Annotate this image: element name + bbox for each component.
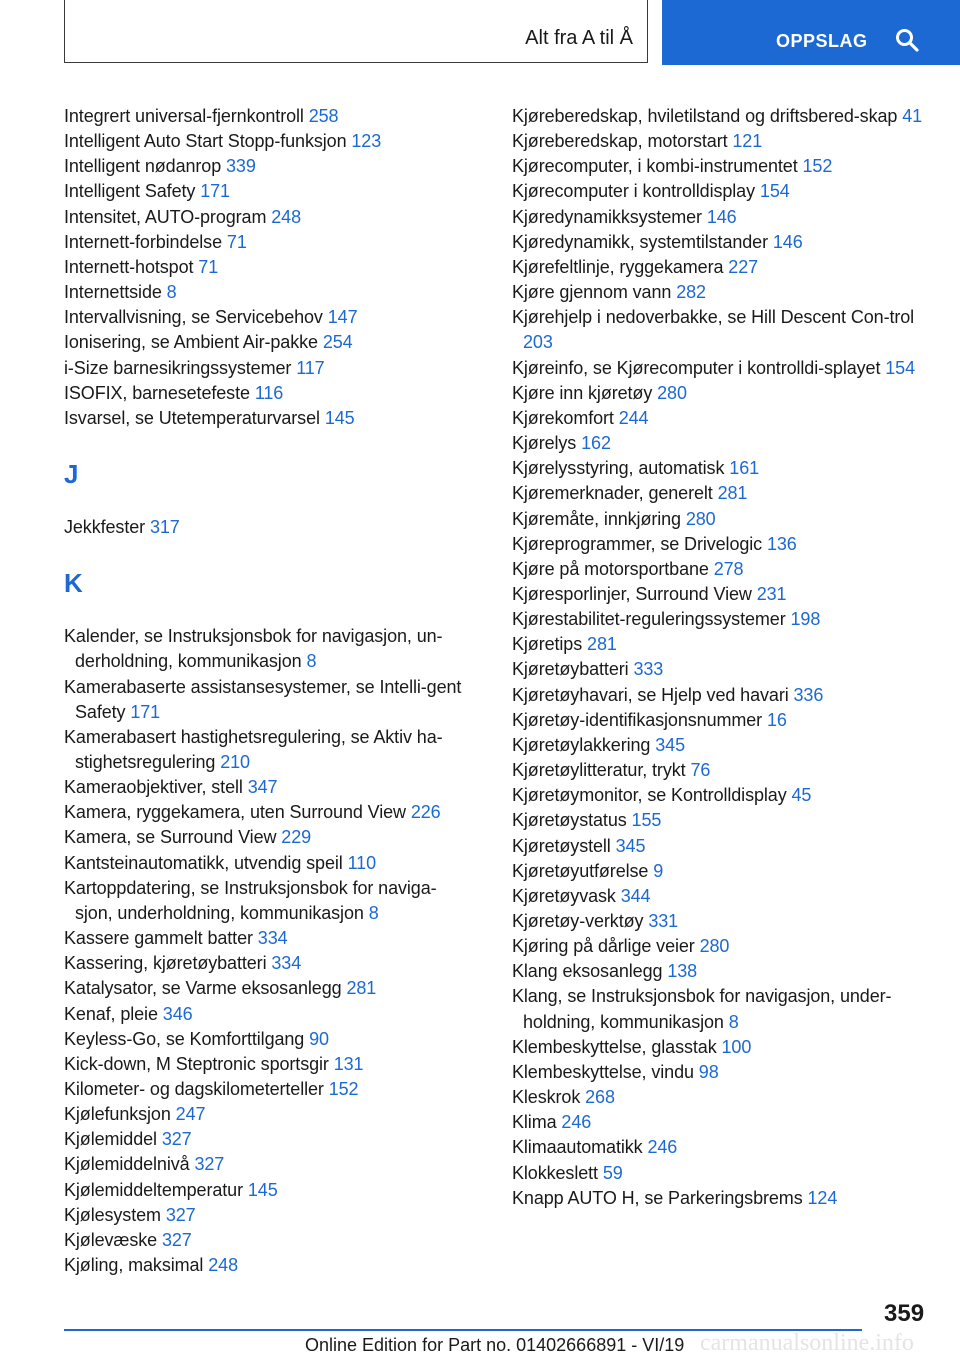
index-page-link[interactable]: 226	[410, 802, 441, 823]
index-entry-term: Kjølemiddel	[64, 1129, 157, 1150]
index-entry-term: Kartoppdatering, se Instruksjonsbok for naviga-sjon, underholdning, kommunikasjon	[64, 877, 437, 923]
index-page-link[interactable]: 131	[333, 1053, 364, 1074]
index-page-link[interactable]: 45	[791, 785, 812, 806]
index-entry-term: i-Size barnesikringssystemer	[64, 357, 292, 378]
index-page-link[interactable]: 258	[308, 106, 339, 126]
index-entry-term: Klima	[512, 1112, 557, 1133]
index-entry	[512, 481, 932, 506]
index-entry	[512, 179, 932, 204]
index-entry-term: Kamerabasert hastighetsregulering, se Aktiv ha-stighetsregulering	[64, 726, 443, 772]
index-entry	[64, 230, 474, 255]
section-tab[interactable]	[64, 0, 648, 63]
index-entry-term: Kjørestabilitet-reguleringssystemer	[512, 609, 786, 630]
index-entry	[512, 1186, 932, 1211]
index-page-link[interactable]: 203	[523, 332, 553, 353]
index-entry	[512, 683, 932, 708]
index-page-link[interactable]: 280	[657, 382, 687, 403]
index-entry	[64, 1178, 474, 1203]
index-page-link[interactable]: 136	[766, 533, 797, 554]
index-page-link[interactable]: 281	[717, 483, 748, 504]
index-entry	[64, 104, 474, 129]
index-entry	[64, 1027, 474, 1052]
index-entry-term: Kjøredynamikk, systemtilstander	[512, 231, 768, 252]
index-entry-term: Intelligent nødanrop	[64, 156, 222, 177]
index-entry-term: Kjøre på motorsportbane	[512, 558, 709, 579]
index-entry-term: Integrert universal-fjernkontroll	[64, 106, 304, 126]
index-page-link[interactable]: 76	[690, 760, 711, 781]
index-entry-term: Kamerabaserte assistansesystemer, se Intelli-gent Safety	[64, 676, 462, 722]
index-entry-term: Kjøremerknader, generelt	[512, 483, 713, 504]
lookup-button[interactable]	[662, 0, 960, 65]
index-page-link[interactable]: 171	[200, 181, 230, 202]
index-entry	[64, 356, 474, 381]
index-entry	[64, 1127, 474, 1152]
index-page-link[interactable]: 281	[346, 978, 377, 999]
index-entry	[64, 1152, 474, 1177]
index-page-link[interactable]: 71	[198, 256, 219, 277]
index-entry-term: Jekkfester	[64, 517, 146, 538]
index-entry-term: Kjøretøymonitor, se Kontrolldisplay	[512, 785, 787, 806]
index-entry	[64, 800, 474, 825]
index-page-link[interactable]: 145	[247, 1179, 278, 1200]
index-entry-term: Kjøretøy-verktøy	[512, 911, 644, 931]
index-page-link[interactable]: 210	[220, 751, 250, 772]
index-page-link[interactable]: 98	[698, 1061, 719, 1082]
index-page-link[interactable]: 336	[793, 684, 824, 705]
index-entry-term: Kameraobjektiver, stell	[64, 777, 243, 798]
index-entry	[512, 230, 932, 255]
letter-spacer	[64, 431, 474, 461]
index-page-link[interactable]: 59	[602, 1162, 623, 1183]
index-entry	[64, 926, 474, 951]
index-entry	[64, 255, 474, 280]
index-entry	[64, 775, 474, 800]
index-page-link[interactable]: 327	[194, 1154, 225, 1175]
index-entry-term: Kjøre gjennom vann	[512, 282, 672, 303]
index-page-link[interactable]: 334	[257, 928, 288, 949]
index-page-link[interactable]: 8	[368, 902, 379, 923]
index-entry-term: Kjøremåte, innkjøring	[512, 508, 681, 529]
index-entry	[512, 255, 932, 280]
index-entry	[512, 1161, 932, 1186]
index-entry-term: Kjørekomfort	[512, 407, 614, 428]
index-entry	[512, 280, 932, 305]
index-entry	[64, 179, 474, 204]
letter-spacer	[64, 540, 474, 570]
index-entry	[512, 1135, 932, 1160]
index-entry	[512, 657, 932, 682]
index-entry	[512, 507, 932, 532]
index-entry	[512, 532, 932, 557]
index-page-link[interactable]: 71	[226, 231, 247, 252]
index-entry-term: Kjøreinfo, se Kjørecomputer i kontrolldi-splayet	[512, 357, 881, 378]
index-entry-term: Ionisering, se Ambient Air-pakke	[64, 332, 318, 353]
index-entry-term: Kjølefunksjon	[64, 1104, 171, 1125]
index-page-link[interactable]: 8	[728, 1011, 739, 1032]
index-page-link[interactable]: 146	[706, 206, 737, 227]
index-page-link[interactable]: 116	[254, 382, 284, 403]
index-page-link[interactable]: 280	[685, 508, 716, 529]
index-entry	[512, 104, 932, 129]
index-entry	[512, 456, 932, 481]
index-entry-term: Kjøretips	[512, 634, 583, 655]
index-page-link[interactable]: 247	[175, 1104, 206, 1125]
index-entry	[512, 708, 932, 733]
index-page-link[interactable]: 154	[885, 357, 915, 378]
index-entry	[512, 607, 932, 632]
index-entry-term: Kjørecomputer i kontrolldisplay	[512, 181, 755, 202]
index-page-link[interactable]: 248	[271, 206, 301, 227]
index-page-link[interactable]: 145	[324, 407, 355, 428]
index-entry	[512, 934, 932, 959]
index-entry-term: Isvarsel, se Utetemperaturvarsel	[64, 407, 320, 428]
index-entry	[64, 515, 474, 540]
index-entry-term: Kassering, kjøretøybatteri	[64, 953, 267, 974]
index-entry	[64, 129, 474, 154]
index-page-link[interactable]: 100	[721, 1036, 752, 1057]
index-page-link[interactable]: 110	[347, 852, 376, 873]
index-page-link[interactable]: 268	[585, 1087, 615, 1108]
index-entry-term: Kantsteinautomatikk, utvendig speil	[64, 852, 343, 873]
index-page-link[interactable]: 331	[648, 911, 679, 931]
index-entry	[64, 154, 474, 179]
lookup-label: OPPSLAG	[776, 31, 868, 51]
index-entry	[64, 951, 474, 976]
index-entry	[64, 851, 474, 876]
index-entry-term: Knapp AUTO H, se Parkeringsbrems	[512, 1187, 803, 1208]
index-entry	[512, 582, 932, 607]
index-entry-term: Kjølevæske	[64, 1229, 158, 1250]
index-entry-term: Kjøretøylakkering	[512, 734, 651, 755]
index-entry	[512, 305, 932, 355]
index-entry	[64, 675, 474, 725]
index-entry-term: Kjøretøylitteratur, trykt	[512, 760, 686, 781]
index-entry	[512, 1110, 932, 1135]
index-entry-term: Kjørelysstyring, automatisk	[512, 458, 725, 479]
index-entry-term: Kjørefeltlinje, ryggekamera	[512, 256, 724, 277]
index-page-link[interactable]: 333	[633, 659, 664, 680]
index-page-link[interactable]: 254	[322, 332, 353, 353]
index-entry	[512, 632, 932, 657]
index-page-link[interactable]: 121	[732, 131, 763, 152]
index-entry-term: Kjøretøy-identifikasjonsnummer	[512, 709, 763, 730]
index-entry-term: Kjøring på dårlige veier	[512, 936, 695, 957]
index-entry	[64, 1253, 474, 1278]
index-entry-term: Kjøretøyvask	[512, 885, 616, 906]
index-entry	[64, 876, 474, 926]
index-page-link[interactable]: 281	[587, 634, 617, 655]
watermark: carmanualsonline.info	[700, 1330, 914, 1356]
index-page-link[interactable]: 152	[328, 1079, 359, 1099]
index-entry-term: Kjøreberedskap, motorstart	[512, 131, 728, 152]
index-entry-term: Klang eksosanlegg	[512, 961, 663, 982]
index-entry	[64, 205, 474, 230]
index-page-link[interactable]: 8	[166, 282, 177, 303]
index-entry	[512, 129, 932, 154]
index-entry-term: Kjøresporlinjer, Surround View	[512, 583, 752, 604]
index-entry-term: Kalender, se Instruksjonsbok for navigasjon, un-derholdning, kommunikasjon	[64, 626, 443, 672]
index-page-link[interactable]: 317	[149, 517, 180, 538]
index-page-link[interactable]: 124	[807, 1187, 838, 1208]
index-page-link[interactable]: 278	[713, 558, 744, 579]
index-page-link[interactable]: 282	[676, 282, 706, 303]
index-letter-heading: J	[64, 459, 79, 490]
index-column-left	[64, 104, 474, 1278]
page-number: 359	[884, 1300, 925, 1327]
index-entry-term: Kick-down, M Steptronic sportsgir	[64, 1053, 329, 1074]
index-entry	[512, 783, 932, 808]
index-entry	[512, 1035, 932, 1060]
index-entry-term: Intensitet, AUTO-program	[64, 206, 267, 227]
index-entry-term: Kjøretøystell	[512, 835, 611, 856]
index-entry-term: Kjøreberedskap, hviletilstand og driftsbered-skap	[512, 106, 898, 126]
index-page-link[interactable]: 154	[759, 181, 790, 202]
index-page-link[interactable]: 16	[766, 709, 787, 730]
index-entry	[64, 1052, 474, 1077]
index-entry-term: Kjørelys	[512, 433, 577, 454]
index-page-link[interactable]: 8	[306, 651, 317, 672]
index-entry	[64, 1203, 474, 1228]
index-entry-term: Kamera, se Surround View	[64, 827, 277, 848]
index-entry-term: ISOFIX, barnesetefeste	[64, 382, 250, 403]
index-letter-heading: K	[64, 568, 83, 599]
index-entry	[512, 431, 932, 456]
index-entry	[512, 758, 932, 783]
index-page-link[interactable]: 345	[615, 835, 646, 856]
index-entry-term: Klang, se Instruksjonsbok for navigasjon, under-holdning, kommunikasjon	[512, 986, 892, 1032]
index-entry	[512, 557, 932, 582]
index-entry-term: Kjøretøybatteri	[512, 659, 629, 680]
index-entry-term: Kenaf, pleie	[64, 1003, 158, 1024]
index-page-link[interactable]: 161	[729, 458, 760, 479]
index-entry	[64, 381, 474, 406]
index-entry-term: Internett-hotspot	[64, 256, 194, 277]
index-page-link[interactable]: 229	[281, 827, 312, 848]
index-entry-term: Kjøretøyhavari, se Hjelp ved havari	[512, 684, 789, 705]
index-page-link[interactable]: 327	[165, 1204, 196, 1225]
index-entry	[64, 280, 474, 305]
index-entry-term: Kassere gammelt batter	[64, 928, 253, 949]
index-page-link[interactable]: 231	[756, 583, 787, 604]
index-entry	[512, 884, 932, 909]
index-entry-term: Intervallvisning, se Servicebehov	[64, 307, 323, 328]
index-entry-term: Kamera, ryggekamera, uten Surround View	[64, 802, 406, 823]
search-icon	[895, 28, 919, 52]
index-entry-term: Kjøredynamikksystemer	[512, 206, 702, 227]
index-entry-term: Intelligent Auto Start Stopp-funksjon	[64, 131, 347, 152]
index-entry	[64, 1228, 474, 1253]
index-page-link[interactable]: 339	[226, 156, 256, 177]
index-page-link[interactable]: 280	[699, 936, 730, 957]
index-entry-term: Keyless-Go, se Komforttilgang	[64, 1028, 305, 1049]
index-entry-term: Intelligent Safety	[64, 181, 196, 202]
index-page-link[interactable]: 171	[130, 701, 161, 722]
index-page-link[interactable]: 138	[667, 961, 698, 982]
index-entry-term: Katalysator, se Varme eksosanlegg	[64, 978, 342, 999]
index-page-link[interactable]: 147	[327, 307, 358, 328]
index-entry-term: Kjøretøystatus	[512, 810, 627, 831]
index-entry	[64, 305, 474, 330]
index-entry-term: Kjøretøyutførelse	[512, 860, 649, 881]
index-entry	[512, 909, 932, 934]
index-entry	[64, 624, 474, 674]
index-entry	[64, 1077, 474, 1102]
index-page-link[interactable]: 162	[581, 433, 611, 454]
index-page-link[interactable]: 246	[561, 1112, 592, 1133]
index-entry	[512, 733, 932, 758]
index-page-link[interactable]: 344	[620, 885, 651, 906]
index-entry	[64, 330, 474, 355]
index-page-link[interactable]: 198	[790, 609, 821, 630]
index-page-link[interactable]: 90	[309, 1028, 329, 1049]
edition-text: Online Edition for Part no. 01402666891 - VI/19	[305, 1335, 685, 1355]
index-page-link[interactable]: 346	[162, 1003, 193, 1024]
index-page-link[interactable]: 146	[772, 231, 803, 252]
index-entry	[512, 808, 932, 833]
index-column-right	[512, 104, 932, 1211]
index-page-link[interactable]: 9	[653, 860, 664, 881]
index-page-link[interactable]: 334	[271, 953, 302, 974]
index-entry-term: Klokkeslett	[512, 1162, 598, 1183]
index-entry	[64, 1102, 474, 1127]
index-entry-term: Kjørecomputer, i kombi-instrumentet	[512, 156, 798, 177]
index-page-link[interactable]: 152	[802, 156, 833, 177]
index-entry	[512, 356, 932, 381]
index-entry	[512, 406, 932, 431]
index-entry	[512, 154, 932, 179]
index-page-link[interactable]: 327	[161, 1129, 192, 1150]
index-entry	[512, 984, 932, 1034]
index-entry-term: Kjørehjelp i nedoverbakke, se Hill Descent Con-trol	[512, 307, 915, 328]
index-page-link[interactable]: 117	[296, 357, 325, 378]
index-entry	[512, 1085, 932, 1110]
index-entry-term: Kjøreprogrammer, se Drivelogic	[512, 533, 763, 554]
index-page-link[interactable]: 227	[728, 256, 759, 277]
letter-spacer	[64, 596, 474, 624]
index-entry-term: Kleskrok	[512, 1087, 581, 1108]
index-entry	[64, 825, 474, 850]
index-entry	[512, 834, 932, 859]
index-page-link[interactable]: 41	[902, 106, 923, 126]
index-entry-term: Kjølemiddelnivå	[64, 1154, 190, 1175]
index-entry	[512, 205, 932, 230]
index-entry-term: Kjøre inn kjøretøy	[512, 382, 653, 403]
index-entry	[512, 381, 932, 406]
index-page-link[interactable]: 123	[351, 131, 382, 152]
letter-spacer	[64, 487, 474, 515]
index-page-link[interactable]: 327	[161, 1229, 192, 1250]
index-page-link[interactable]: 248	[208, 1255, 238, 1276]
index-entry-term: Kjøling, maksimal	[64, 1255, 204, 1276]
index-entry	[64, 725, 474, 775]
index-entry-term: Internett-forbindelse	[64, 231, 222, 252]
index-entry-term: Kjølesystem	[64, 1204, 161, 1225]
index-page-link[interactable]: 345	[655, 734, 685, 755]
index-entry-term: Klembeskyttelse, glasstak	[512, 1036, 717, 1057]
index-entry-term: Kilometer- og dagskilometerteller	[64, 1079, 324, 1099]
section-title: Alt fra A til Å	[525, 27, 633, 49]
index-entry-term: Klembeskyttelse, vindu	[512, 1061, 694, 1082]
index-entry	[64, 406, 474, 431]
index-entry-term: Internettside	[64, 282, 162, 303]
index-entry	[64, 976, 474, 1001]
index-entry	[512, 1060, 932, 1085]
index-entry-term: Kjølemiddeltemperatur	[64, 1179, 243, 1200]
index-entry-term: Klimaautomatikk	[512, 1137, 643, 1158]
index-entry	[512, 959, 932, 984]
index-entry	[64, 1002, 474, 1027]
index-page-link[interactable]: 347	[247, 777, 278, 798]
index-page-link[interactable]: 244	[618, 407, 649, 428]
index-entry	[512, 859, 932, 884]
index-page-link[interactable]: 246	[647, 1137, 678, 1158]
index-page-link[interactable]: 155	[631, 810, 662, 831]
